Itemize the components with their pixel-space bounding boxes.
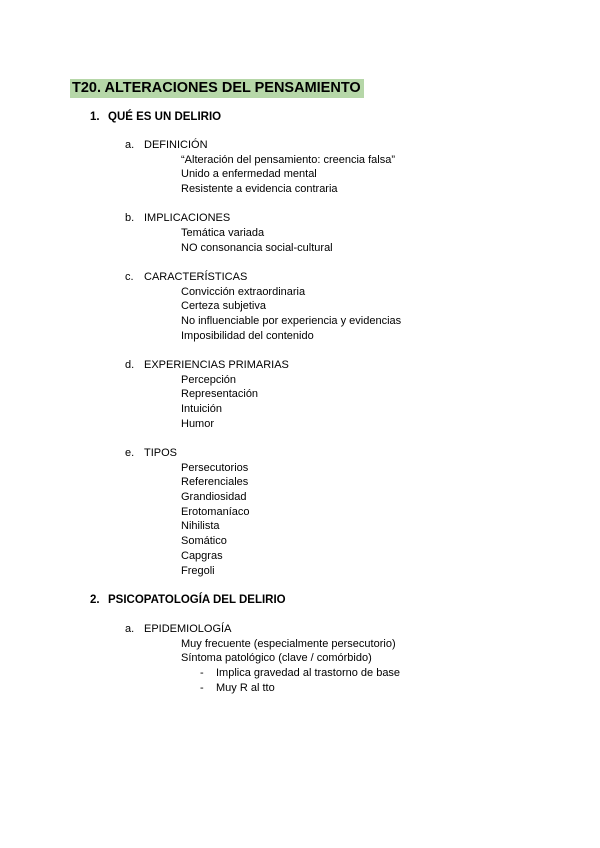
item-text: Convicción extraordinaria [181, 286, 306, 298]
dash-bullet: - [200, 682, 204, 694]
item-text: Capgras [181, 550, 223, 562]
subsection-title: IMPLICACIONES [144, 212, 231, 224]
subsection-title: EXPERIENCIAS PRIMARIAS [144, 359, 289, 371]
item-text: Nihilista [181, 520, 220, 532]
item-text: Temática variada [181, 227, 265, 239]
subsection-letter: b. [125, 212, 135, 224]
item-text: Resistente a evidencia contraria [181, 183, 338, 195]
item-text: Representación [181, 388, 259, 400]
item-text: Grandiosidad [181, 491, 247, 503]
subsection-definicion [125, 138, 208, 152]
section-heading-2 [90, 593, 286, 607]
subsection-letter: d. [125, 359, 135, 371]
item-text: Somático [181, 535, 227, 547]
subsection-experiencias-primarias [125, 358, 289, 372]
subsection-title: CARACTERÍSTICAS [144, 271, 248, 283]
subsection-caracteristicas [125, 270, 247, 284]
page-title: T20. ALTERACIONES DEL PENSAMIENTO [70, 79, 364, 98]
item-text: Intuición [181, 403, 222, 415]
subsection-letter: c. [125, 271, 134, 283]
section-heading-1 [90, 110, 221, 124]
item-text: Erotomaníaco [181, 506, 250, 518]
subsection-title: TIPOS [144, 447, 178, 459]
item-text: Muy frecuente (especialmente persecutorio) [181, 638, 396, 650]
section-title: PSICOPATOLOGÍA DEL DELIRIO [108, 594, 286, 606]
section-number: 1. [90, 111, 100, 123]
section-number: 2. [90, 594, 100, 606]
item-text: “Alteración del pensamiento: creencia falsa” [181, 154, 396, 166]
item-text: Humor [181, 418, 215, 430]
item-text: Persecutorios [181, 462, 249, 474]
bullet-text: Implica gravedad al trastorno de base [216, 667, 401, 679]
subsection-title: EPIDEMIOLOGÍA [144, 623, 232, 635]
section-title: QUÉ ES UN DELIRIO [108, 111, 222, 123]
subsection-tipos [125, 446, 177, 460]
item-text: NO consonancia social-cultural [181, 242, 333, 254]
subsection-letter: e. [125, 447, 135, 459]
item-text: Referenciales [181, 476, 249, 488]
item-text: Percepción [181, 374, 237, 386]
item-text: Fregoli [181, 565, 215, 577]
item-text: Unido a enfermedad mental [181, 168, 317, 180]
subsection-letter: a. [125, 623, 135, 635]
subsection-implicaciones [125, 211, 230, 225]
bullet-text: Muy R al tto [216, 682, 275, 694]
item-text: Certeza subjetiva [181, 300, 266, 312]
subsection-title: DEFINICIÓN [144, 139, 208, 151]
subsection-epidemiologia [125, 622, 231, 636]
dash-bullet: - [200, 667, 204, 679]
item-text: Imposibilidad del contenido [181, 330, 314, 342]
subsection-letter: a. [125, 139, 135, 151]
item-text: No influenciable por experiencia y evidencias [181, 315, 402, 327]
item-text: Síntoma patológico (clave / comórbido) [181, 652, 372, 664]
